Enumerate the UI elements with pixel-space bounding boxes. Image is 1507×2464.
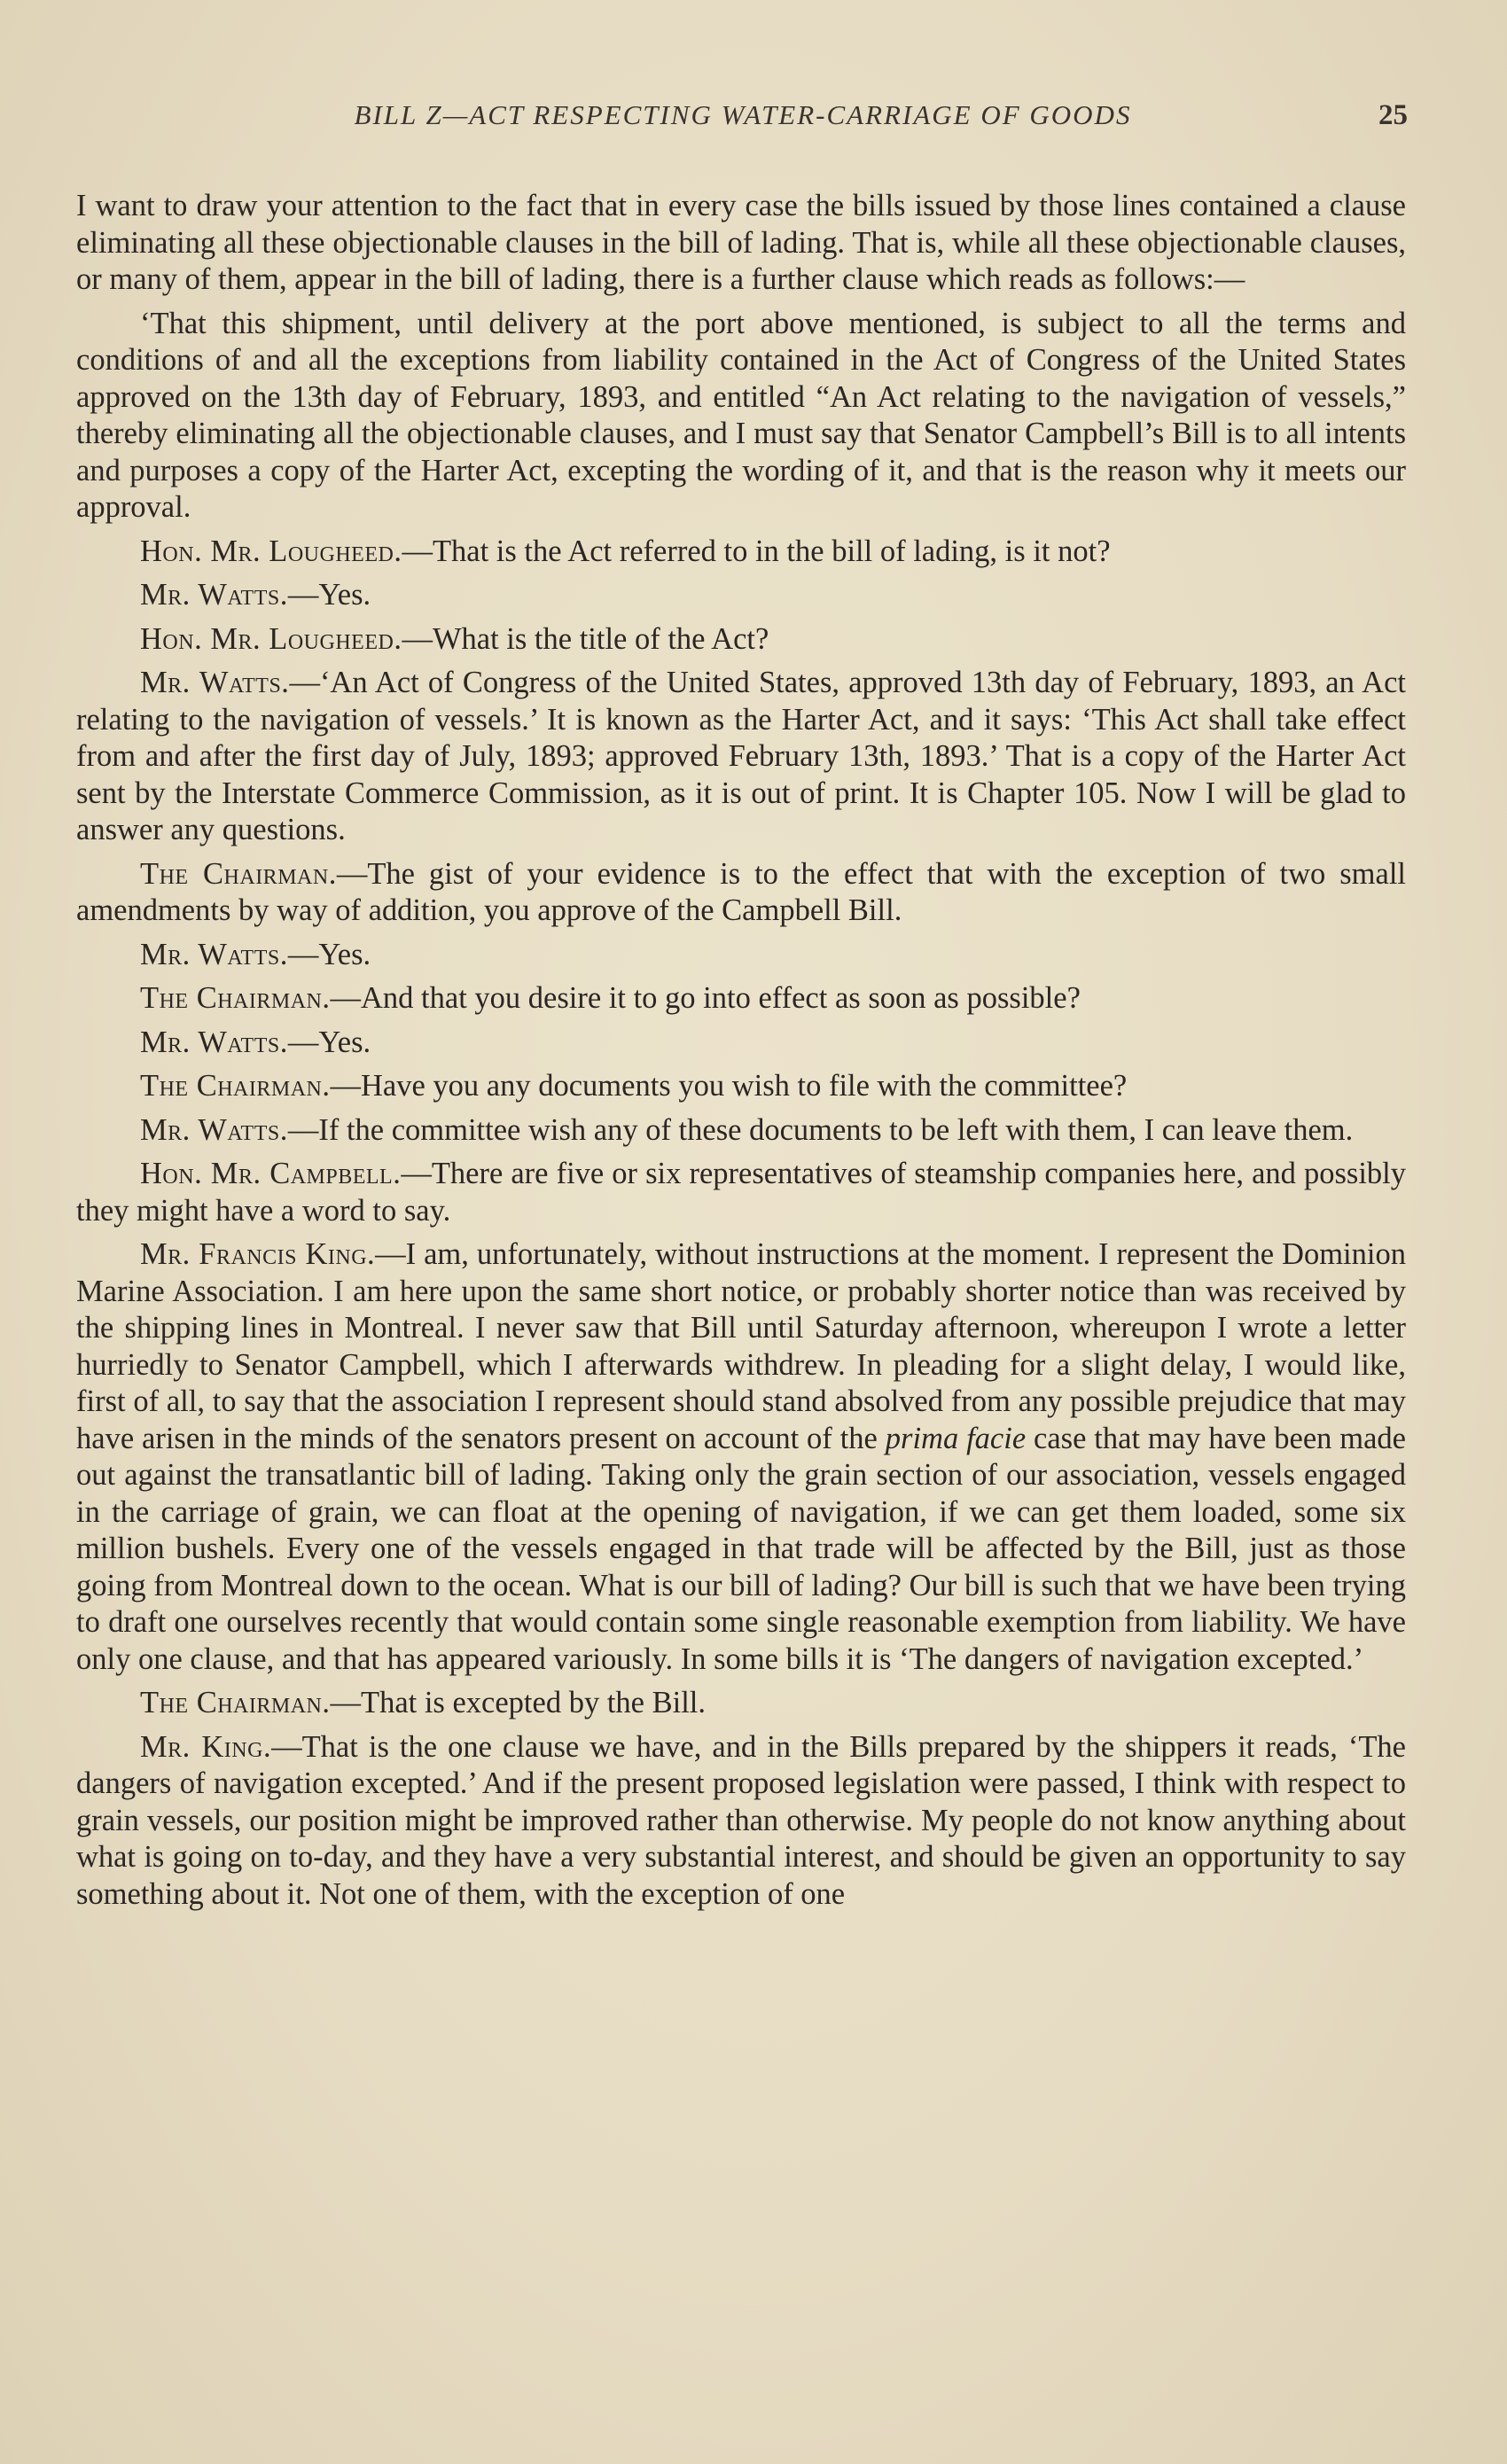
paragraph-text: ‘That this shipment, until delivery at the port above mentioned, is subject to all the terms and conditions of and all the exceptions from liability contained in the Act of Congress of the United States approved on the 13th day of February, 1893, and entitled “An Act relating to the navigation of vessels,” thereby eliminating all the objectionable clauses, and I must say that Senator Campbell’s Bill is to all intents and purposes a copy of the Harter Act, excepting the wording of it, and that is the reason why it meets our approval. bbox=[76, 306, 1406, 524]
speech-text: —If the committee wish any of these documents to be left with them, I can leave them. bbox=[287, 1112, 1354, 1147]
speech-text: —Yes. bbox=[287, 937, 371, 971]
speaker-name: Mr. Watts. bbox=[140, 1112, 288, 1147]
speech-text-continued: case that may have been made out against the transatlantic bill of lading. Taking only the grain section of our association, vessels engaged in the carriage of grain, we can float at the opening of navigation, if we can get them loaded, some six million bushels. Every one of the vessels engaged in that trade will be affected by the Bill, just as those going from Montreal down to the ocean. What is our bill of lading? Our bill is such that we have been trying to draft one ourselves recently that would contain some single reasonable exemption from liability. We have only one clause, and that has appeared variously. In some bills it is ‘The dangers of navigation excepted.’ bbox=[76, 1421, 1406, 1676]
speech-text: —And that you desire it to go into effect as soon as possible? bbox=[330, 981, 1081, 1015]
speaker-name: Hon. Mr. Campbell. bbox=[140, 1157, 402, 1190]
speaker-name: Mr. King. bbox=[140, 1729, 272, 1764]
dialogue-paragraph bbox=[76, 1236, 1406, 1678]
dialogue-paragraph bbox=[76, 1025, 1406, 1062]
speaker-name: Hon. Mr. Lougheed. bbox=[140, 534, 402, 568]
running-title: BILL Z—ACT RESPECTING WATER-CARRIAGE OF GOODS bbox=[354, 99, 1132, 130]
speech-text: —‘An Act of Congress of the United States, approved 13th day of February, 1893, an Act relating to the navigation of vessels.’ It is known as the Harter Act, and it says: ‘This Act shall take effect from and after the first day of July, 1893; approved February 13th, 1893.’ That is a copy of the Harter Act sent by the Interstate Commerce Commission, as it is out of print. It is Chapter 105. Now I will be glad to answer any questions. bbox=[76, 666, 1406, 846]
dialogue-paragraph bbox=[76, 621, 1406, 659]
dialogue-paragraph bbox=[76, 534, 1406, 571]
speech-text: —Have you any documents you wish to file with the committee? bbox=[330, 1069, 1128, 1103]
dialogue-paragraph bbox=[76, 1112, 1406, 1150]
speaker-name: The Chairman. bbox=[140, 856, 337, 891]
speaker-name: Mr. Watts. bbox=[140, 666, 290, 699]
speech-text: —That is the one clause we have, and in the Bills prepared by the shippers it reads, ‘The dangers of navigation excepted.’ And if the present proposed legislation were passed, I think with respect to grain vessels, our position might be improved rather than otherwise. My people do not know anything about what is going on to-day, and they have a very substantial interest, and should be given an opportunity to say something about it. Not one of them, with the exception of one bbox=[76, 1729, 1406, 1911]
speaker-name: Mr. Francis King. bbox=[140, 1237, 376, 1271]
dialogue-paragraph bbox=[76, 1068, 1406, 1105]
page-number: 25 bbox=[1378, 99, 1408, 131]
dialogue-paragraph bbox=[76, 856, 1406, 930]
speech-text: —I am, unfortunately, without instructions at the moment. I represent the Dominion Marine Association. I am here upon the same short notice, or probably shorter notice than was received by the shipping lines in Montreal. I never saw that Bill until Saturday afternoon, whereupon I wrote a letter hurriedly to Senator Campbell, which I afterwards withdrew. In pleading for a slight delay, I would like, first of all, to say that the association I represent should stand absolved from any possible prejudice that may have arisen in the minds of the senators present on account of the bbox=[76, 1237, 1406, 1455]
speaker-name: Mr. Watts. bbox=[140, 578, 288, 612]
speaker-name: The Chairman. bbox=[140, 1686, 331, 1719]
dialogue-paragraph bbox=[76, 1685, 1406, 1722]
speech-text: —That is excepted by the Bill. bbox=[330, 1686, 706, 1719]
page-header bbox=[78, 99, 1408, 144]
dialogue-paragraph bbox=[76, 1729, 1406, 1914]
paragraph bbox=[76, 188, 1406, 299]
italic-phrase: prima facie bbox=[885, 1421, 1027, 1455]
speaker-name: Mr. Watts. bbox=[140, 1025, 288, 1059]
speaker-name: Hon. Mr. Lougheed. bbox=[140, 621, 402, 656]
speaker-name: The Chairman. bbox=[140, 1069, 331, 1103]
speech-text: —That is the Act referred to in the bill of lading, is it not? bbox=[402, 534, 1111, 568]
dialogue-paragraph bbox=[76, 937, 1406, 974]
dialogue-paragraph bbox=[76, 1156, 1406, 1229]
dialogue-paragraph bbox=[76, 980, 1406, 1018]
speaker-name: Mr. Watts. bbox=[140, 937, 288, 971]
speech-text: —There are five or six representatives of steamship companies here, and possibly they might have a word to say. bbox=[76, 1157, 1406, 1228]
speech-text: —Yes. bbox=[287, 1025, 371, 1059]
speech-text: —The gist of your evidence is to the effect that with the exception of two small amendments by way of addition, you approve of the Campbell Bill. bbox=[76, 856, 1406, 927]
paragraph-text: I want to draw your attention to the fact that in every case the bills issued by those lines contained a clause eliminating all these objectionable clauses in the bill of lading. That is, while all these objectionable clauses, or many of them, appear in the bill of lading, there is a further clause which reads as follows:— bbox=[76, 189, 1406, 296]
speech-text: —What is the title of the Act? bbox=[402, 621, 769, 656]
speech-text: —Yes. bbox=[287, 578, 371, 612]
speaker-name: The Chairman. bbox=[140, 981, 331, 1015]
transcript-body bbox=[76, 188, 1406, 1920]
quoted-paragraph bbox=[76, 306, 1406, 526]
dialogue-paragraph bbox=[76, 577, 1406, 614]
dialogue-paragraph bbox=[76, 665, 1406, 849]
